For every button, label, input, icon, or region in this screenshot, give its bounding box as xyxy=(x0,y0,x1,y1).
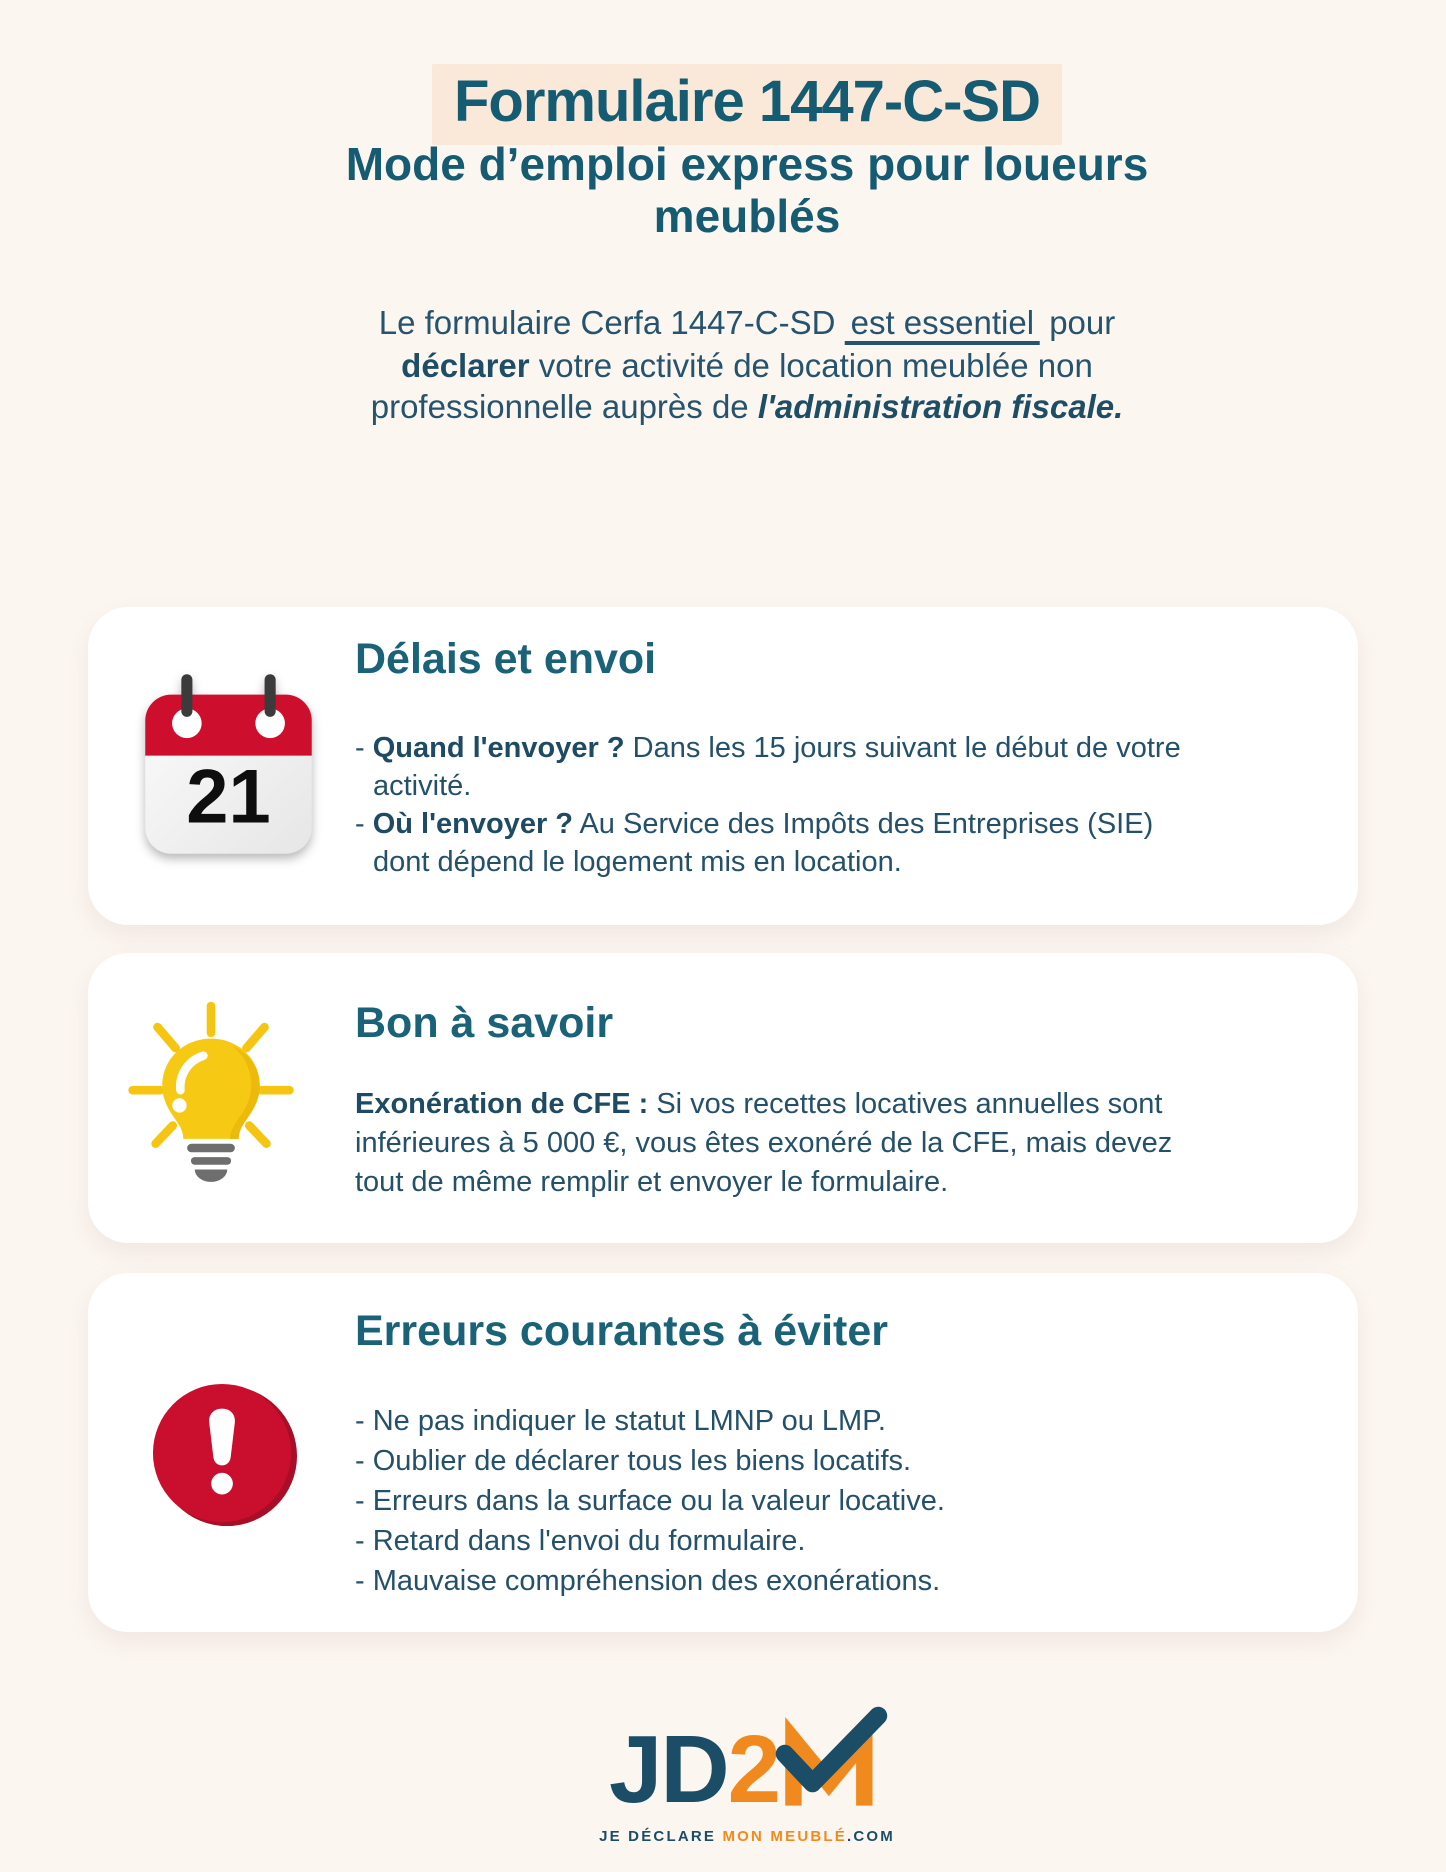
logo-m-checkmark-icon xyxy=(783,1706,885,1812)
bullet-line: - Retard dans l'envoi du formulaire. xyxy=(355,1525,806,1557)
card-bullets xyxy=(355,729,1181,881)
calendar-icon xyxy=(136,663,321,865)
warning-icon xyxy=(150,1381,298,1529)
intro-line1: Le formulaire Cerfa 1447-C-SD est essentiel pour xyxy=(371,302,1124,345)
intro-line3: professionnelle auprès de l'administration fiscale. xyxy=(370,388,1124,425)
text-line: Exonération de CFE : Si vos recettes locatives annuelles sont xyxy=(355,1088,1163,1120)
title-text: Formulaire 1447-C-SD xyxy=(454,69,1040,134)
subtitle-line2: meublés xyxy=(653,190,841,242)
logo-letters-jd: JD xyxy=(608,1716,728,1824)
logo-tagline: JE DÉCLARE MON MEUBLÉ.COM xyxy=(599,1828,895,1845)
text-line: tout de même remplir et envoyer le formulaire. xyxy=(355,1166,949,1198)
card-bon-a-savoir xyxy=(88,953,1358,1243)
page-title xyxy=(432,64,1062,145)
page-subtitle xyxy=(346,138,1149,242)
card-title: Délais et envoi xyxy=(355,635,657,683)
bullet-line: - Quand l'envoyer ? Dans les 15 jours suivant le début de votre xyxy=(355,732,1181,764)
jd2m-logo xyxy=(599,1706,895,1845)
underlined-text: est essentiel xyxy=(845,306,1040,345)
card-title: Erreurs courantes à éviter xyxy=(355,1307,888,1355)
bullet-line: dont dépend le logement mis en location. xyxy=(373,846,902,878)
card-erreurs-courantes xyxy=(88,1273,1358,1632)
intro-paragraph xyxy=(371,302,1124,427)
bullet-line: - Mauvaise compréhension des exonérations. xyxy=(355,1565,941,1597)
subtitle-line1: Mode d’emploi express pour loueurs xyxy=(345,138,1149,190)
card-bullets xyxy=(355,1401,945,1601)
bullet-line: - Oublier de déclarer tous les biens locatifs. xyxy=(355,1445,912,1477)
card-delais-et-envoi xyxy=(88,607,1358,925)
bullet-line: - Erreurs dans la surface ou la valeur locative. xyxy=(355,1485,945,1517)
logo-digit-2: 2 xyxy=(727,1716,780,1824)
bullet-line: - Où l'envoyer ? Au Service des Impôts des Entreprises (SIE) xyxy=(355,808,1154,840)
logo-wordmark xyxy=(599,1706,895,1824)
card-text xyxy=(355,1085,1172,1202)
card-title: Bon à savoir xyxy=(355,999,614,1047)
title-highlight xyxy=(432,64,1062,145)
intro-line2: déclarer votre activité de location meublée non xyxy=(401,347,1093,384)
calendar-day-number: 21 xyxy=(186,754,271,840)
bullet-line: activité. xyxy=(373,770,472,802)
bullet-line: - Ne pas indiquer le statut LMNP ou LMP. xyxy=(355,1405,886,1437)
text-line: inférieures à 5 000 €, vous êtes exonéré de la CFE, mais devez xyxy=(355,1127,1173,1159)
lightbulb-icon xyxy=(125,998,297,1190)
